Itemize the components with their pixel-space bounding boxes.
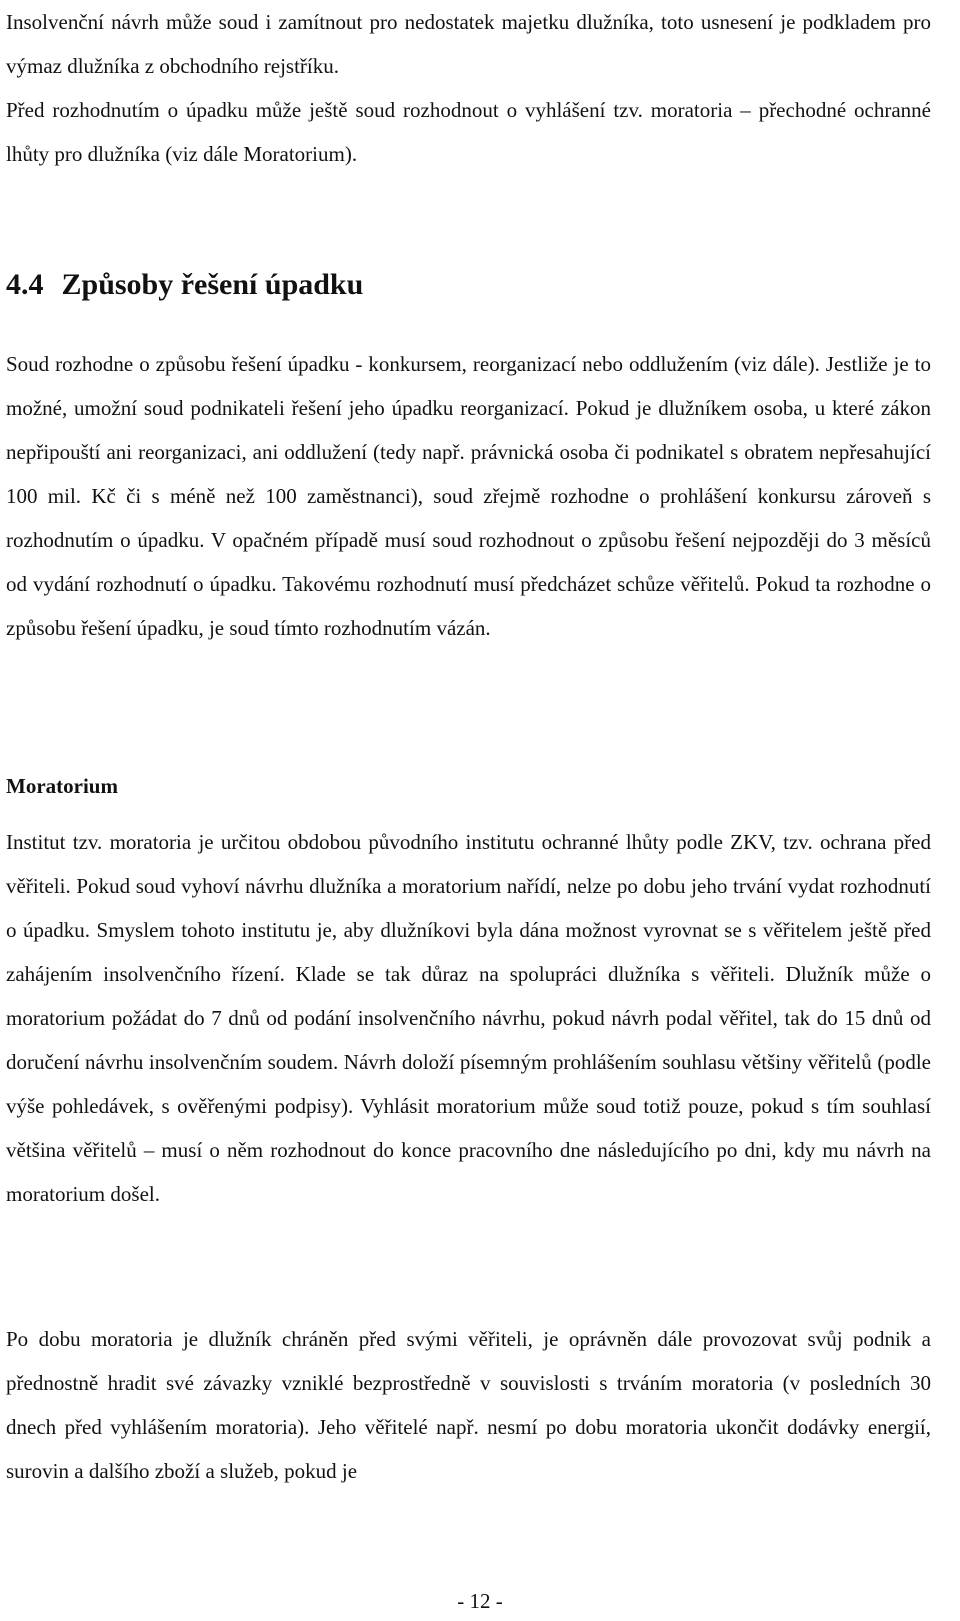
page-number: - 12 - — [457, 1589, 503, 1613]
section-paragraph: Soud rozhodne o způsobu řešení úpadku - konkursem, reorganizací nebo oddlužením (viz dále). Jestliže je to možné, umožní soud podnikateli řešení jeho úpadku reorganizací. Pokud je dlužníkem osoba, u které zákon nepřipouští ani reorganizaci, ani oddlužení (tedy např. právnická osoba či podnikatel s obratem nepřesahující 100 mil. Kč či s méně než 100 zaměstnanci), soud zřejmě rozhodne o prohlášení konkursu zároveň s rozhodnutím o úpadku. V opačném případě musí soud rozhodnout o způsobu řešení nejpozději do 3 měsíců od vydání rozhodnutí o úpadku. Takovému rozhodnutí musí předcházet schůze věřitelů. Pokud ta rozhodne o způsobu řešení úpadku, je soud tímto rozhodnutím vázán. — [6, 352, 931, 640]
section-title: Způsoby řešení úpadku — [61, 268, 364, 301]
intro-paragraph-1: Insolvenční návrh může soud i zamítnout pro nedostatek majetku dlužníka, toto usnesení je podkladem pro výmaz dlužníka z obchodního rejstříku. — [6, 10, 931, 78]
intro-paragraph-2: Před rozhodnutím o úpadku může ještě soud rozhodnout o vyhlášení tzv. moratoria – přechodné ochranné lhůty pro dlužníka (viz dále Moratorium). — [6, 98, 931, 166]
moratorium-paragraph-2: Po dobu moratoria je dlužník chráněn před svými věřiteli, je oprávněn dále provozovat svůj podnik a přednostně hradit své závazky vzniklé bezprostředně v souvislosti s trváním moratoria (v posledních 30 dnech před vyhlášením moratoria). Jeho věřitelé např. nesmí po dobu moratoria ukončit dodávky energií, surovin a dalšího zboží a služeb, pokud je — [6, 1327, 931, 1483]
moratorium-heading: Moratorium — [6, 774, 118, 798]
section-heading — [6, 267, 931, 303]
moratorium-paragraph-1: Institut tzv. moratoria je určitou obdobou původního institutu ochranné lhůty podle ZKV, tzv. ochrana před věřiteli. Pokud soud vyhoví návrhu dlužníka a moratorium nařídí, nelze po dobu jeho trvání vydat rozhodnutí o úpadku. Smyslem tohoto institutu je, aby dlužníkovi byla dána možnost vyrovnat se s věřitelem ještě před zahájením insolvenčního řízení. Klade se tak důraz na spolupráci dlužníka s věřiteli. Dlužník může o moratorium požádat do 7 dnů od podání insolvenčního návrhu, pokud návrh podal věřitel, tak do 15 dnů od doručení návrhu insolvenčním soudem. Návrh doloží písemným prohlášením souhlasu většiny věřitelů (podle výše pohledávek, s ověřenými podpisy). Vyhlásit moratorium může soud totiž pouze, pokud s tím souhlasí většina věřitelů – musí o něm rozhodnout do konce pracovního dne následujícího po dni, kdy mu návrh na moratorium došel. — [6, 830, 931, 1206]
section-number: 4.4 — [6, 268, 44, 301]
